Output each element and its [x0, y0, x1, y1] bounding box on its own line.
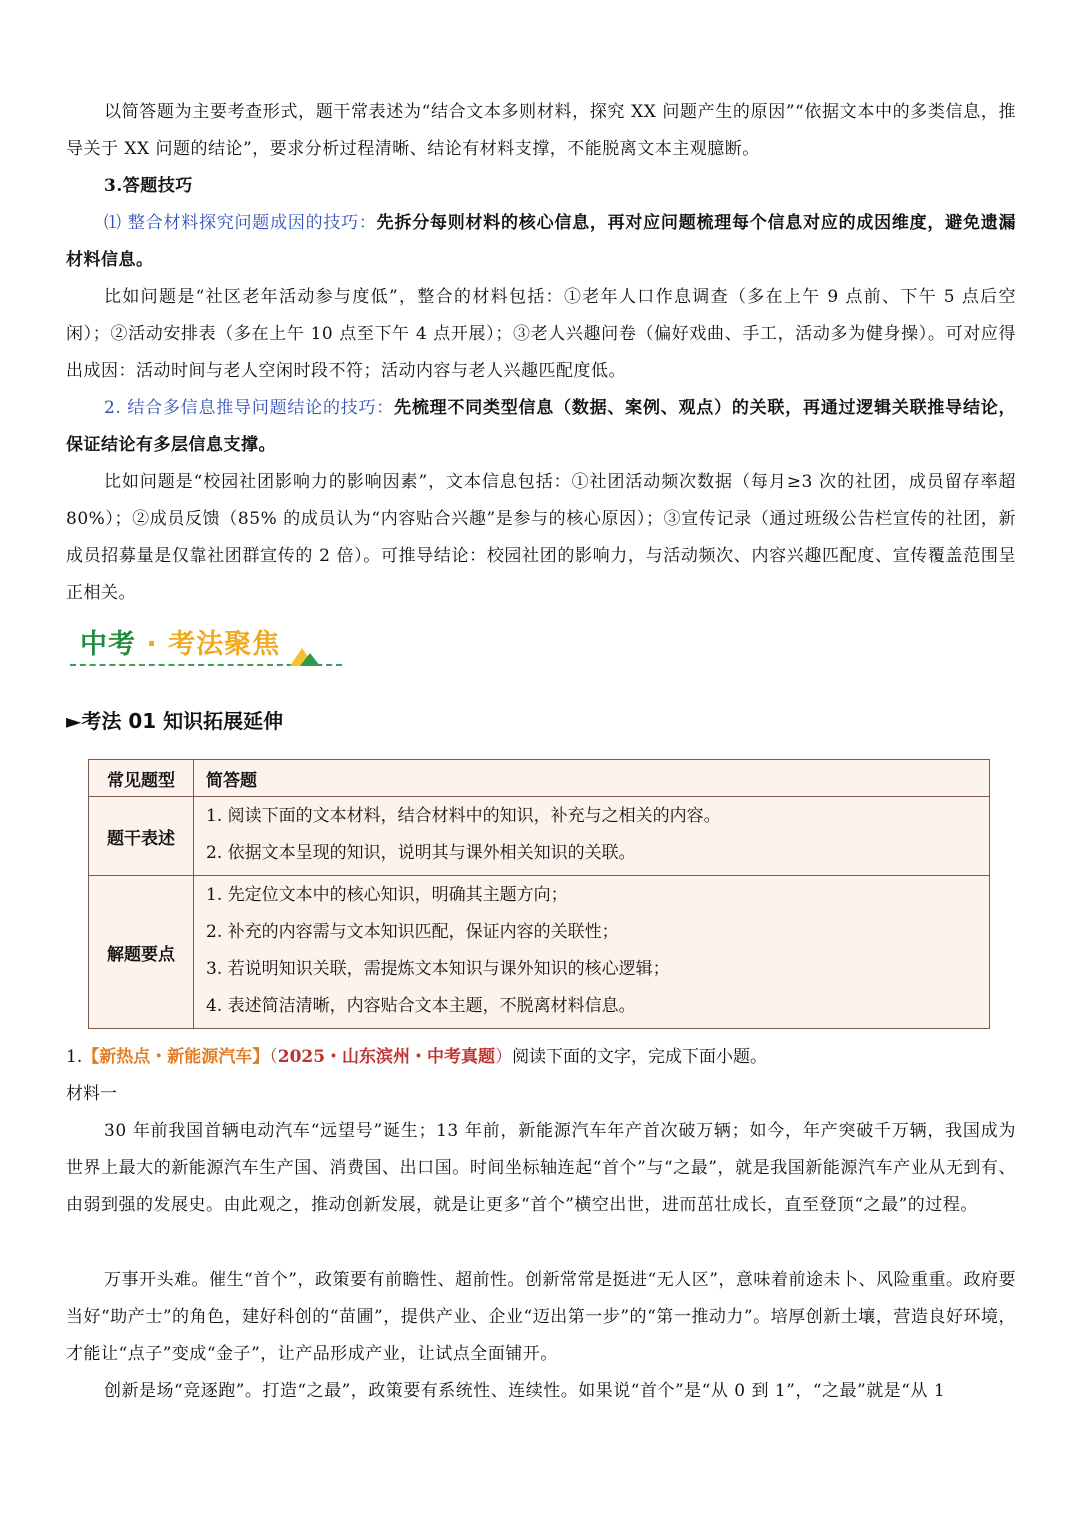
material-label: 材料一 — [66, 1084, 117, 1104]
question-number: 1. — [66, 1047, 83, 1067]
table-line: 2. 依据文本呈现的知识，说明其与课外相关知识的关联。 — [206, 843, 636, 863]
tip-2 — [66, 390, 1016, 464]
example-1: 比如问题是“社区老年活动参与度低”，整合的材料包括：①老年人口作息调查（多在上午 9 点前、下午 5 点后空闲）；②活动安排表（多在上午 10 点至下午 4 点开展）；③老人兴趣问卷（偏好戏曲、手工，活动多为健身操）。可对应得出成因：活动时间与老人空闲时段不符；活动内容与老人兴趣匹配度低。 — [66, 287, 1016, 381]
banner-part2: 考法聚焦 — [168, 629, 281, 660]
table-row — [89, 876, 990, 1029]
tip-1 — [66, 205, 1016, 279]
table-cell-label: 常见题型 — [89, 760, 194, 797]
material-paragraph-2: 万事开头难。催生“首个”，政策要有前瞻性、超前性。创新常常是挺进“无人区”，意味着前途未卜、风险重重。政府要当好“助产士”的角色，建好科创的“苗圃”，提供产业、企业“迈出第一步”的“第一推动力”。培厚创新土壤，营造良好环境，才能让“点子”变成“金子”，让产品形成产业，让试点全面铺开。 — [66, 1270, 1016, 1364]
tip-2-label: 2. 结合多信息推导问题结论的技巧： — [104, 398, 395, 418]
material-paragraph-1: 30 年前我国首辆电动汽车“远望号”诞生；13 年前，新能源汽车年产首次破万辆；如今，年产突破千万辆，我国成为世界上最大的新能源汽车生产国、消费国、出口国。时间坐标轴连起“首个”与“之最”，就是我国新能源汽车产业从无到有、由弱到强的发展史。由此观之，推动创新发展，就是让更多“首个”横空出世，进而茁壮成长，直至登顶“之最”的过程。 — [66, 1121, 1016, 1215]
tip-1-body: 先拆分每则材料的核心信息，再对应问题梳理每个信息对应的成因维度，避免遗漏材料信息。 — [66, 213, 1016, 270]
table-line: 4. 表述简洁清晰，内容贴合文本主题，不脱离材料信息。 — [206, 996, 636, 1016]
tip-1-label: ⑴ 整合材料探究问题成因的技巧： — [104, 213, 377, 233]
table-cell-label: 题干表述 — [89, 797, 194, 876]
question-line — [66, 1039, 767, 1076]
intro-paragraph: 以简答题为主要考查形式，题干常表述为“结合文本多则材料，探究 XX 问题产生的原因”“依据文本中的多类信息，推导关于 XX 问题的结论”，要求分析过程清晰、结论有材料支撑，不能脱离文本主观臆断。 — [66, 102, 1016, 159]
table-cell-value: 简答题 — [194, 760, 990, 797]
table-line: 1. 先定位文本中的核心知识，明确其主题方向； — [206, 885, 568, 905]
example-2: 比如问题是“校园社团影响力的影响因素”，文本信息包括：①社团活动频次数据（每月≥3 次的社团，成员留存率超 80%）；②成员反馈（85% 的成员认为“内容贴合兴趣”是参与的核心原因）；③宣传记录（通过班级公告栏宣传的社团，新成员招募量是仅靠社团群宣传的 2 倍）。可推导结论：校园社团的影响力，与活动频次、内容兴趣匹配度、宣传覆盖范围呈正相关。 — [66, 472, 1016, 603]
banner-dot: · — [146, 629, 158, 660]
table-cell-value — [194, 876, 990, 1029]
table-cell-label: 解题要点 — [89, 876, 194, 1029]
table-cell-value — [194, 797, 990, 876]
material-paragraph-3: 创新是场“竞逐跑”。打造“之最”，政策要有系统性、连续性。如果说“首个”是“从 0 到 1”，“之最”就是“从 1 — [104, 1381, 946, 1401]
tip-2-body: 先梳理不同类型信息（数据、案例、观点）的关联，再通过逻辑关联推导结论，保证结论有多层信息支撑。 — [66, 398, 1017, 455]
table-row — [89, 760, 990, 797]
mountain-icon — [288, 645, 322, 667]
skills-heading: 3.答题技巧 — [104, 176, 193, 196]
question-source: 2025・山东滨州・中考真题 — [277, 1047, 496, 1067]
table-line: 2. 补充的内容需与文本知识匹配，保证内容的关联性； — [206, 922, 619, 942]
table-row — [89, 797, 990, 876]
question-tag: 【新热点・新能源汽车】 — [82, 1047, 270, 1067]
banner-part1: 中考 — [80, 629, 136, 660]
source-close: ） — [495, 1047, 513, 1067]
question-instruction: 阅读下面的文字，完成下面小题。 — [512, 1047, 768, 1067]
table-line: 3. 若说明知识关联，需提炼文本知识与课外知识的核心逻辑； — [206, 959, 670, 979]
section-title: ►考法 01 知识拓展延伸 — [66, 709, 284, 733]
table-line: 1. 阅读下面的文本材料，结合材料中的知识，补充与之相关的内容。 — [206, 806, 721, 826]
method-table — [88, 759, 990, 1029]
source-open: （ — [269, 1047, 278, 1067]
